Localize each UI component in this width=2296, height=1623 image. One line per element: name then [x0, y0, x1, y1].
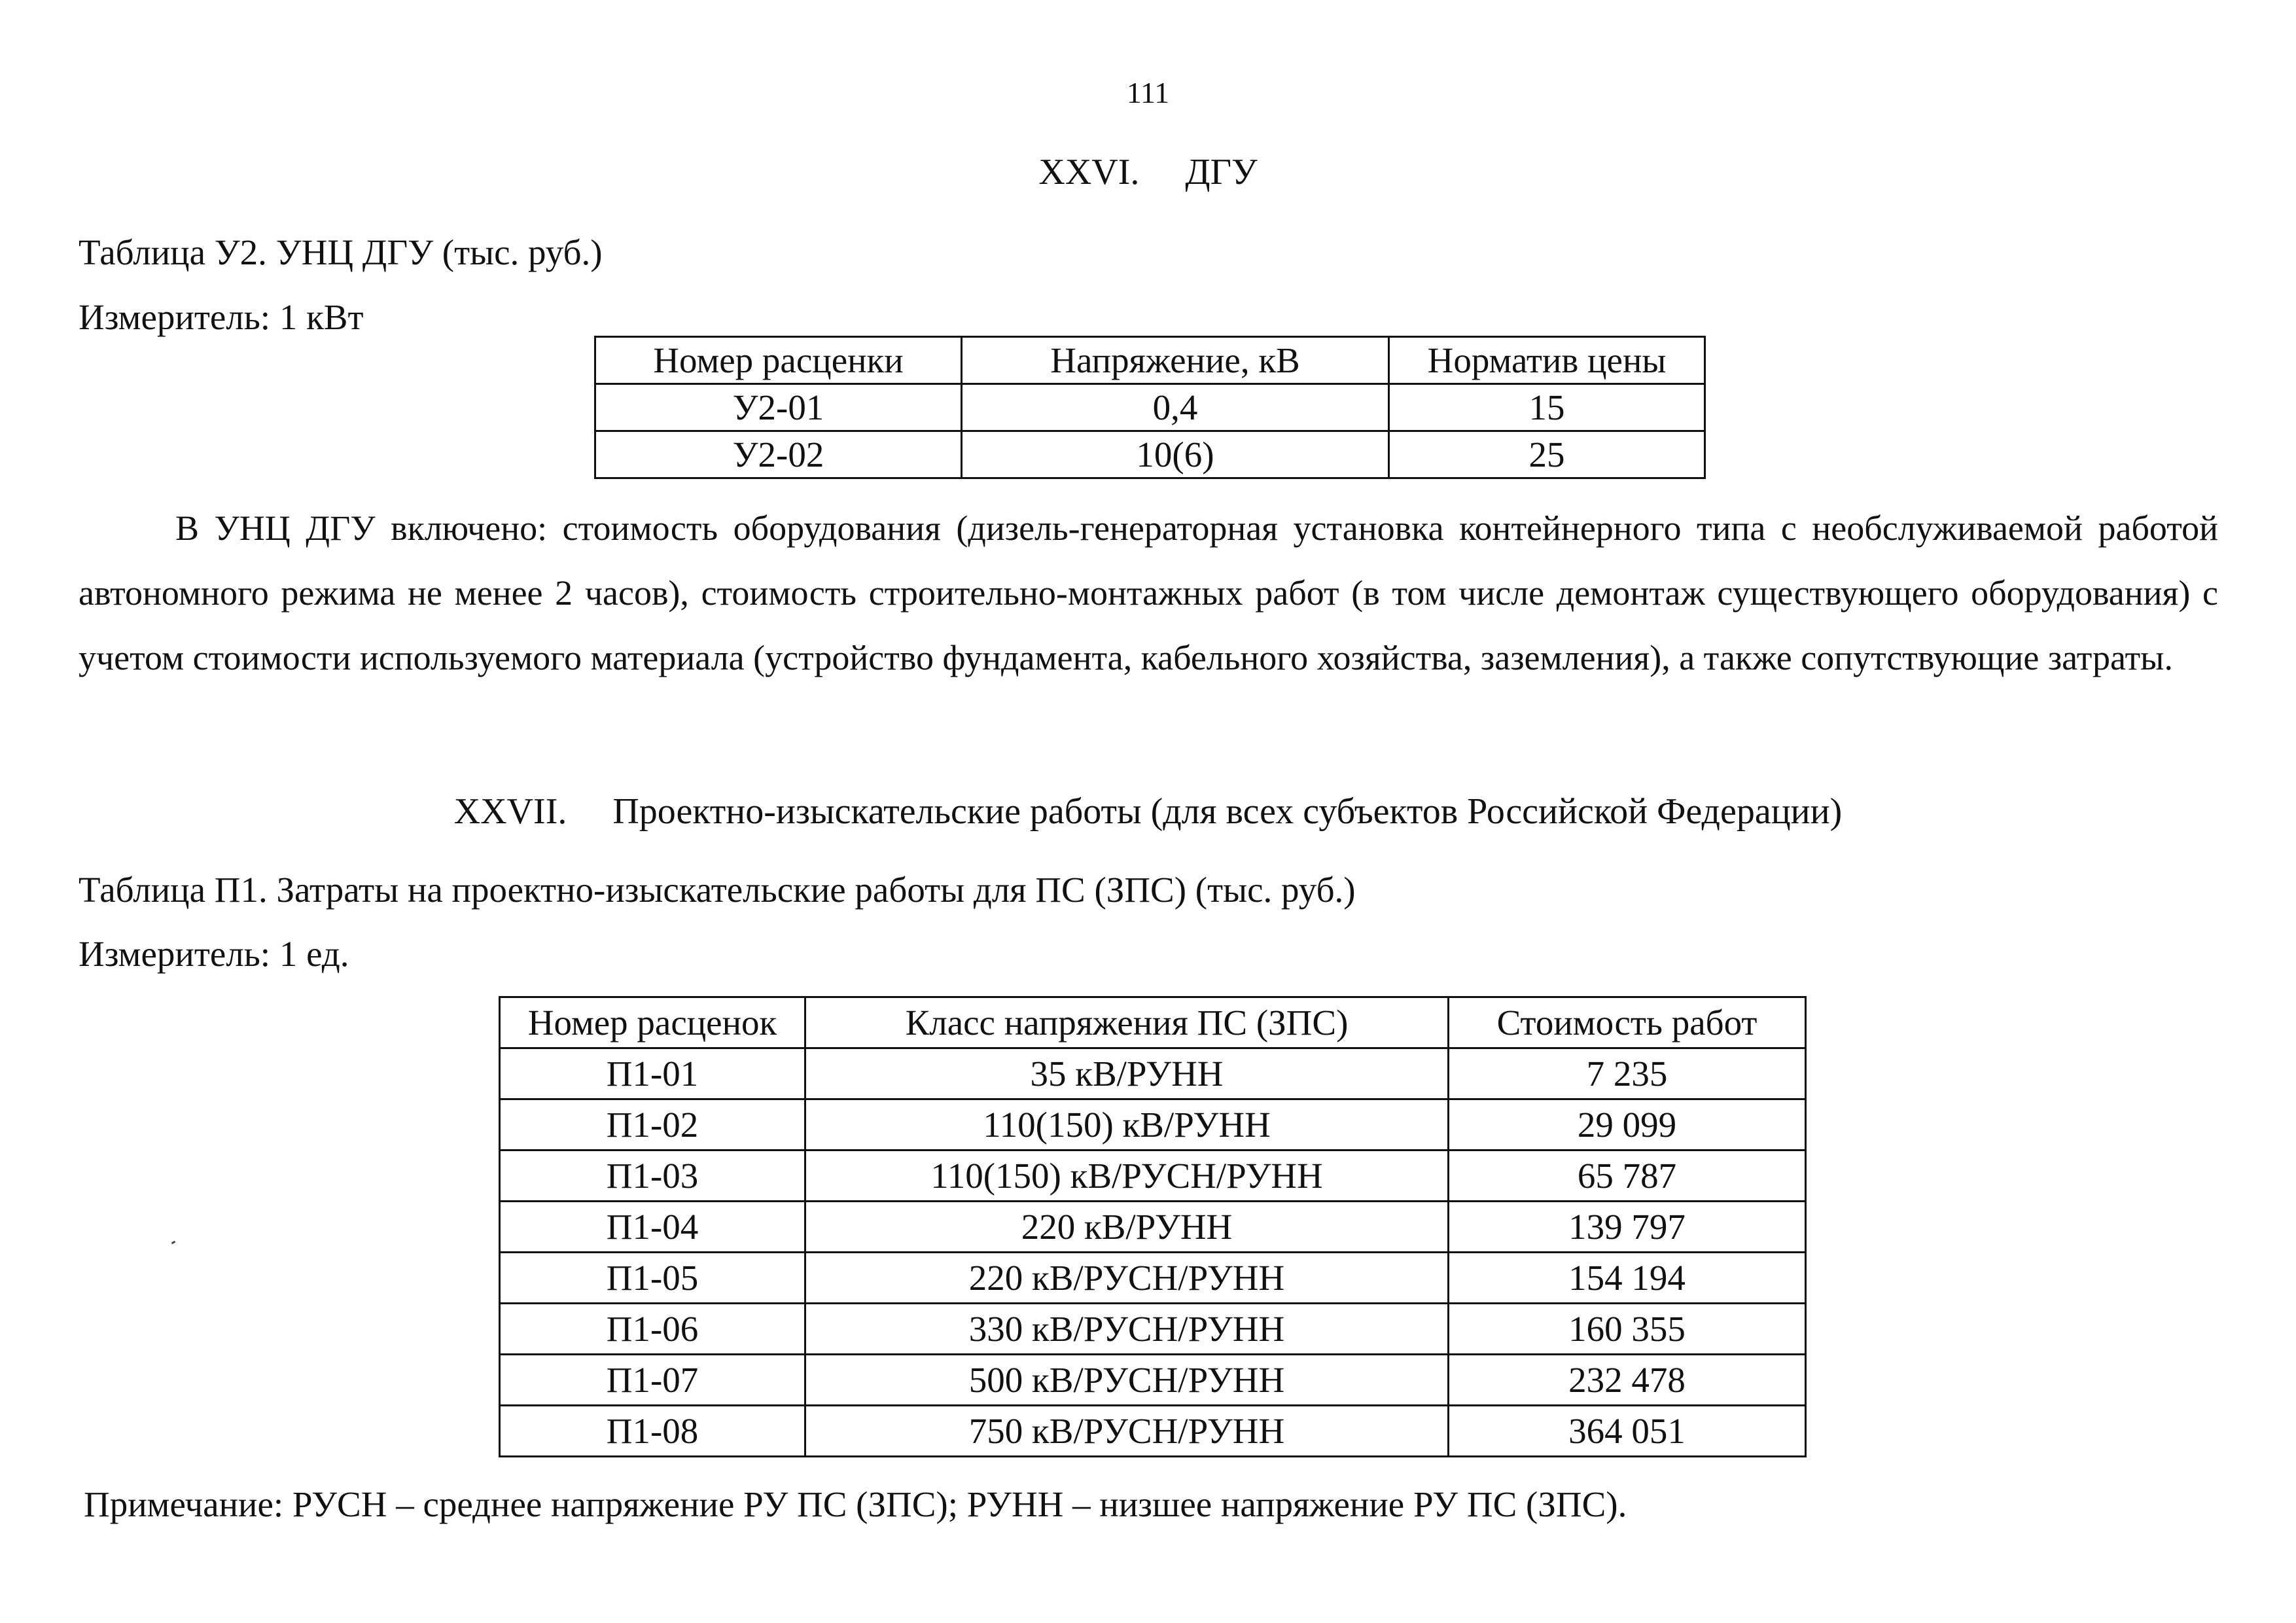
page-number: 111	[1126, 76, 1170, 109]
table-cell: П1-01	[500, 1048, 805, 1099]
table-row	[500, 1253, 1806, 1304]
table-cell: 220 кВ/РУНН	[805, 1202, 1449, 1253]
unit-label-kw: Измеритель: 1 кВт	[79, 297, 364, 337]
table-cell: П1-05	[500, 1253, 805, 1304]
table-p1	[499, 996, 1807, 1457]
header-cell: Напряжение, кВ	[962, 337, 1389, 384]
table-cell: 500 кВ/РУСН/РУНН	[805, 1355, 1449, 1406]
table-cell: 139 797	[1449, 1202, 1806, 1253]
table-cell: 232 478	[1449, 1355, 1806, 1406]
table-cell: П1-04	[500, 1202, 805, 1253]
section-title: Проектно-изыскательские работы (для всех субъектов Российской Федерации)	[612, 791, 1843, 832]
table-row	[500, 1099, 1806, 1150]
table-cell: 65 787	[1449, 1150, 1806, 1202]
table-cell: У2-02	[595, 431, 962, 478]
table-header-row	[500, 997, 1806, 1048]
table-cell: 110(150) кВ/РУНН	[805, 1099, 1449, 1150]
table-row	[500, 1355, 1806, 1406]
scan-mark	[171, 1241, 176, 1245]
table-cell: П1-02	[500, 1099, 805, 1150]
header-cell: Класс напряжения ПС (ЗПС)	[805, 997, 1449, 1048]
table-cell: 750 кВ/РУСН/РУНН	[805, 1406, 1449, 1457]
section-heading-xxvi	[0, 149, 2296, 195]
table-caption-p1: Таблица П1. Затраты на проектно-изыскательские работы для ПС (ЗПС) (тыс. руб.)	[79, 870, 1356, 910]
table-cell: 29 099	[1449, 1099, 1806, 1150]
table-cell: У2-01	[595, 384, 962, 431]
section-number: XXVI.	[1038, 152, 1140, 192]
table-cell: 154 194	[1449, 1253, 1806, 1304]
table-cell: 110(150) кВ/РУСН/РУНН	[805, 1150, 1449, 1202]
header-cell: Норматив цены	[1389, 337, 1705, 384]
table-row	[500, 1406, 1806, 1457]
table-cell: 7 235	[1449, 1048, 1806, 1099]
table-row	[500, 1304, 1806, 1355]
table-cell: П1-07	[500, 1355, 805, 1406]
table-cell: П1-08	[500, 1406, 805, 1457]
header-cell: Стоимость работ	[1449, 997, 1806, 1048]
table-cell: 160 355	[1449, 1304, 1806, 1355]
section-number: XXVII.	[453, 791, 567, 832]
table-cell: 25	[1389, 431, 1705, 478]
table-cell: 330 кВ/РУСН/РУНН	[805, 1304, 1449, 1355]
table-cell: 10(6)	[962, 431, 1389, 478]
unit-label-ed: Измеритель: 1 ед.	[79, 934, 349, 974]
table-row	[500, 1202, 1806, 1253]
table-cell: 0,4	[962, 384, 1389, 431]
table-cell: 220 кВ/РУСН/РУНН	[805, 1253, 1449, 1304]
section-heading-xxvii	[0, 789, 2296, 834]
header-cell: Номер расценок	[500, 997, 805, 1048]
table-row	[595, 384, 1705, 431]
table-cell: 364 051	[1449, 1406, 1806, 1457]
table-row	[500, 1150, 1806, 1202]
table-header-row	[595, 337, 1705, 384]
header-cell: Номер расценки	[595, 337, 962, 384]
table-row	[595, 431, 1705, 478]
table-note: Примечание: РУСН – среднее напряжение РУ ПС (ЗПС); РУНН – низшее напряжение РУ ПС (ЗПС).	[84, 1484, 1627, 1524]
table-cell: 35 кВ/РУНН	[805, 1048, 1449, 1099]
body-paragraph: В УНЦ ДГУ включено: стоимость оборудования (дизель-генераторная установка контейнерного типа с необслуживаемой работой автономного режима не менее 2 часов), стоимость строительно-монтажных работ (в том числе демонтаж существующего оборудования) с учетом стоимости используемого материала (устройство фундамента, кабельного хозяйства, заземления), а также сопутствующие затраты.	[79, 508, 2218, 677]
table-cell: П1-03	[500, 1150, 805, 1202]
table-cell: П1-06	[500, 1304, 805, 1355]
table-row	[500, 1048, 1806, 1099]
table-cell: 15	[1389, 384, 1705, 431]
table-u2	[594, 336, 1706, 479]
table-caption-u2: Таблица У2. УНЦ ДГУ (тыс. руб.)	[79, 232, 603, 272]
section-title: ДГУ	[1185, 152, 1258, 192]
